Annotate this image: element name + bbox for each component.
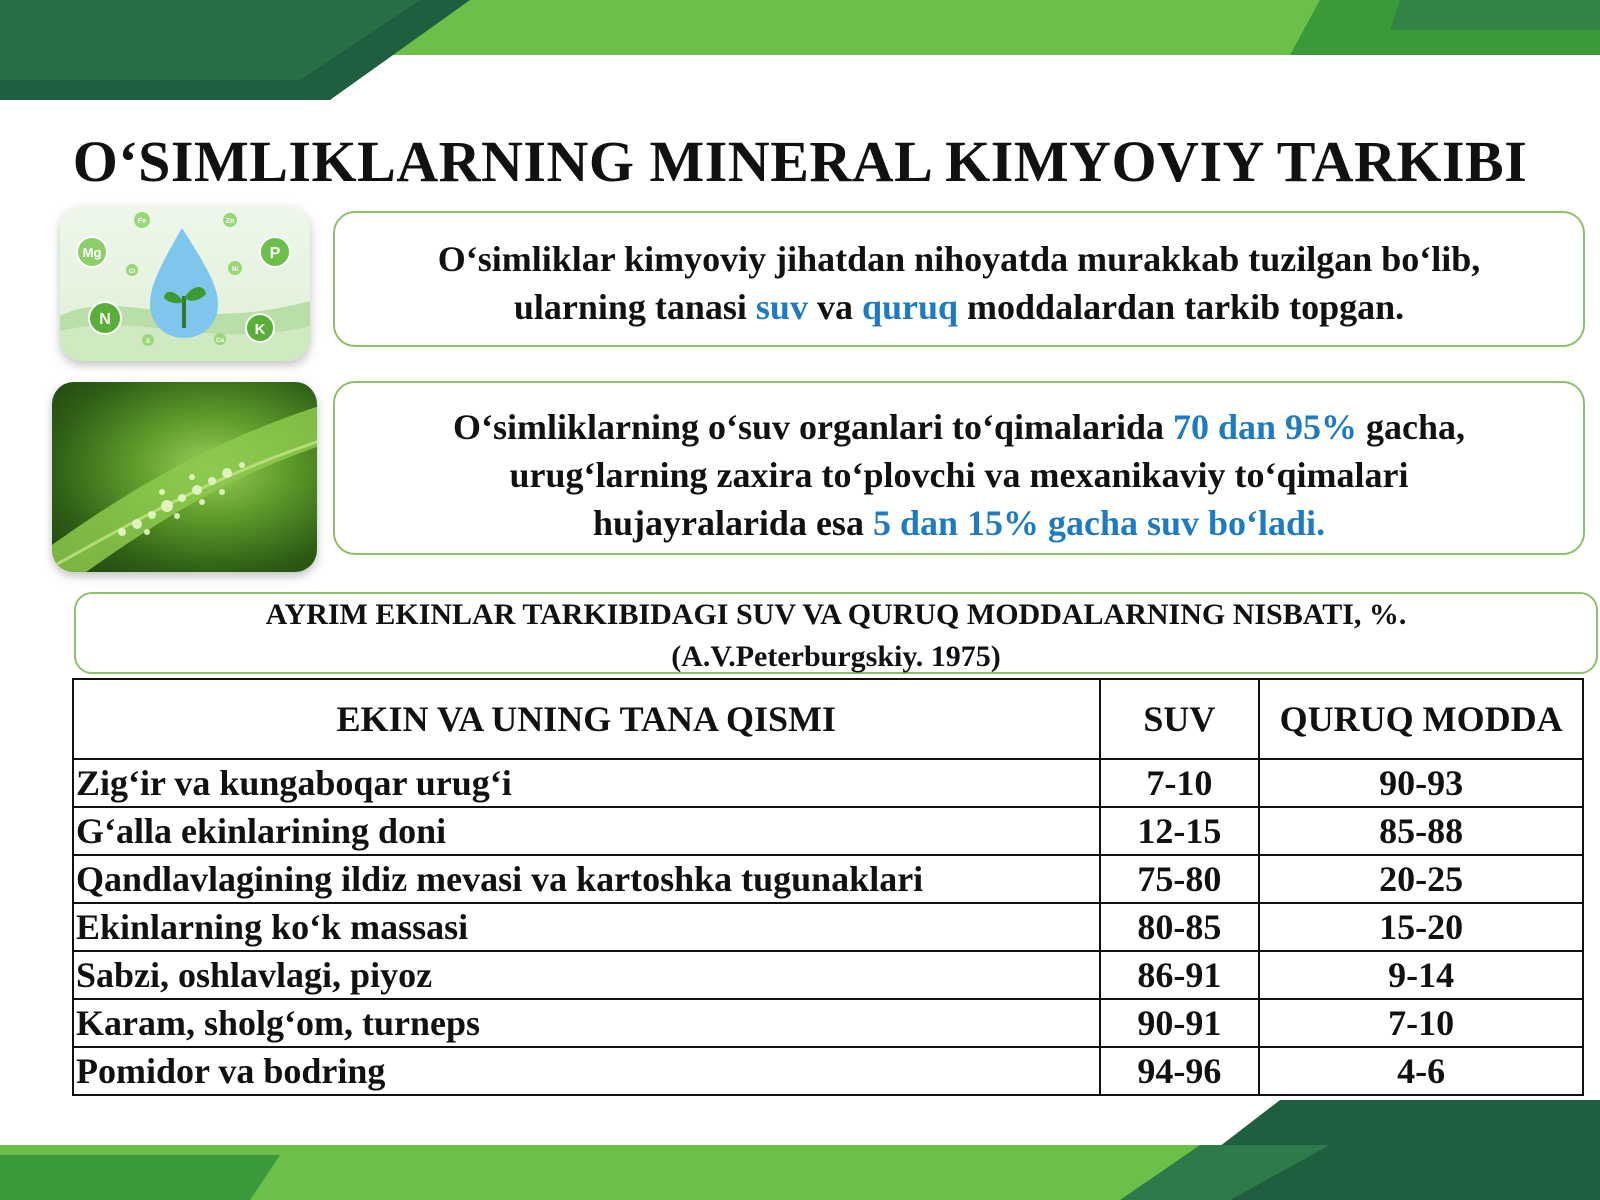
crop-name: Karam, sholg‘om, turneps bbox=[73, 999, 1100, 1047]
intro-line-2 bbox=[335, 283, 1583, 331]
table-row bbox=[73, 759, 1583, 807]
crop-name: Qandlavlagining ildiz mevasi va kartoshka tugunaklari bbox=[73, 855, 1100, 903]
mineral-nutrients-icon bbox=[60, 206, 310, 361]
water-value: 86-91 bbox=[1100, 951, 1260, 999]
intro-text: ularning tanasi bbox=[513, 287, 756, 327]
dry-matter-value: 4-6 bbox=[1259, 1047, 1583, 1095]
mineral-label: Zn bbox=[225, 218, 235, 225]
mineral-label: K bbox=[254, 321, 266, 338]
header-dry-matter: QURUQ MODDA bbox=[1259, 679, 1583, 759]
water-text: gacha, bbox=[1357, 407, 1466, 447]
water-text: hujayralarida esa bbox=[592, 503, 873, 543]
top-decorative-band bbox=[0, 0, 1600, 100]
table-row bbox=[73, 951, 1583, 999]
header-water: SUV bbox=[1100, 679, 1260, 759]
dry-matter-value: 9-14 bbox=[1259, 951, 1583, 999]
crop-composition-table bbox=[72, 678, 1584, 1096]
intro-text-box bbox=[333, 211, 1585, 347]
highlight-dry: quruq bbox=[861, 287, 959, 327]
water-value: 7-10 bbox=[1100, 759, 1260, 807]
mineral-label: Fe bbox=[137, 218, 147, 225]
water-droplets-leaf-image bbox=[52, 382, 317, 572]
caption-title: AYRIM EKINLAR TARKIBIDAGI SUV VA QURUQ MODDALARNING NISBATI, %. bbox=[265, 598, 1407, 631]
water-text: O‘simliklarning o‘suv organlari to‘qimalarida bbox=[452, 407, 1173, 447]
table-row bbox=[73, 999, 1583, 1047]
water-line-2: urug‘larning zaxira to‘plovchi va mexanikaviy to‘qimalari bbox=[509, 455, 1409, 495]
caption-source: (A.V.Peterburgskiy. 1975) bbox=[671, 640, 1001, 673]
page-title: O‘SIMLIKLARNING MINERAL KIMYOVIY TARKIBI bbox=[72, 129, 1528, 194]
intro-text: moddalardan tarkib topgan. bbox=[958, 287, 1405, 327]
mineral-label: Mg bbox=[82, 245, 102, 260]
water-line-3 bbox=[335, 499, 1583, 547]
dry-matter-value: 90-93 bbox=[1259, 759, 1583, 807]
mineral-label: Ni bbox=[232, 267, 238, 273]
header-crop: EKIN VA UNING TANA QISMI bbox=[73, 679, 1100, 759]
crop-name: G‘alla ekinlarining doni bbox=[73, 807, 1100, 855]
crop-name: Sabzi, oshlavlagi, piyoz bbox=[73, 951, 1100, 999]
table-row bbox=[73, 855, 1583, 903]
mineral-label: Cl bbox=[129, 269, 135, 275]
dry-matter-value: 7-10 bbox=[1259, 999, 1583, 1047]
highlight-water: suv bbox=[755, 287, 808, 327]
water-value: 12-15 bbox=[1100, 807, 1260, 855]
mineral-label: S bbox=[145, 339, 151, 345]
highlight-range-2: 5 dan 15% gacha suv bo‘ladi. bbox=[872, 503, 1326, 543]
water-content-text-box bbox=[333, 381, 1585, 555]
table-row bbox=[73, 1047, 1583, 1095]
crop-name: Ekinlarning ko‘k massasi bbox=[73, 903, 1100, 951]
dry-matter-value: 20-25 bbox=[1259, 855, 1583, 903]
table-caption bbox=[74, 592, 1598, 674]
mineral-nutrients-illustration bbox=[60, 206, 310, 361]
mineral-label: Cu bbox=[216, 338, 224, 344]
dry-matter-value: 15-20 bbox=[1259, 903, 1583, 951]
table-row bbox=[73, 807, 1583, 855]
highlight-range-1: 70 dan 95% bbox=[1173, 407, 1358, 447]
bottom-decorative-band bbox=[0, 1100, 1600, 1200]
water-value: 75-80 bbox=[1100, 855, 1260, 903]
mineral-label: P bbox=[269, 245, 281, 262]
water-value: 94-96 bbox=[1100, 1047, 1260, 1095]
water-line-1 bbox=[335, 403, 1583, 451]
intro-text: va bbox=[807, 287, 862, 327]
crop-name: Zig‘ir va kungaboqar urug‘i bbox=[73, 759, 1100, 807]
water-value: 80-85 bbox=[1100, 903, 1260, 951]
crop-name: Pomidor va bodring bbox=[73, 1047, 1100, 1095]
table-header-row bbox=[73, 679, 1583, 759]
table-row bbox=[73, 903, 1583, 951]
dry-matter-value: 85-88 bbox=[1259, 807, 1583, 855]
water-value: 90-91 bbox=[1100, 999, 1260, 1047]
intro-line-1: O‘simliklar kimyoviy jihatdan nihoyatda murakkab tuzilgan bo‘lib, bbox=[437, 239, 1481, 279]
mineral-label: N bbox=[99, 311, 111, 328]
